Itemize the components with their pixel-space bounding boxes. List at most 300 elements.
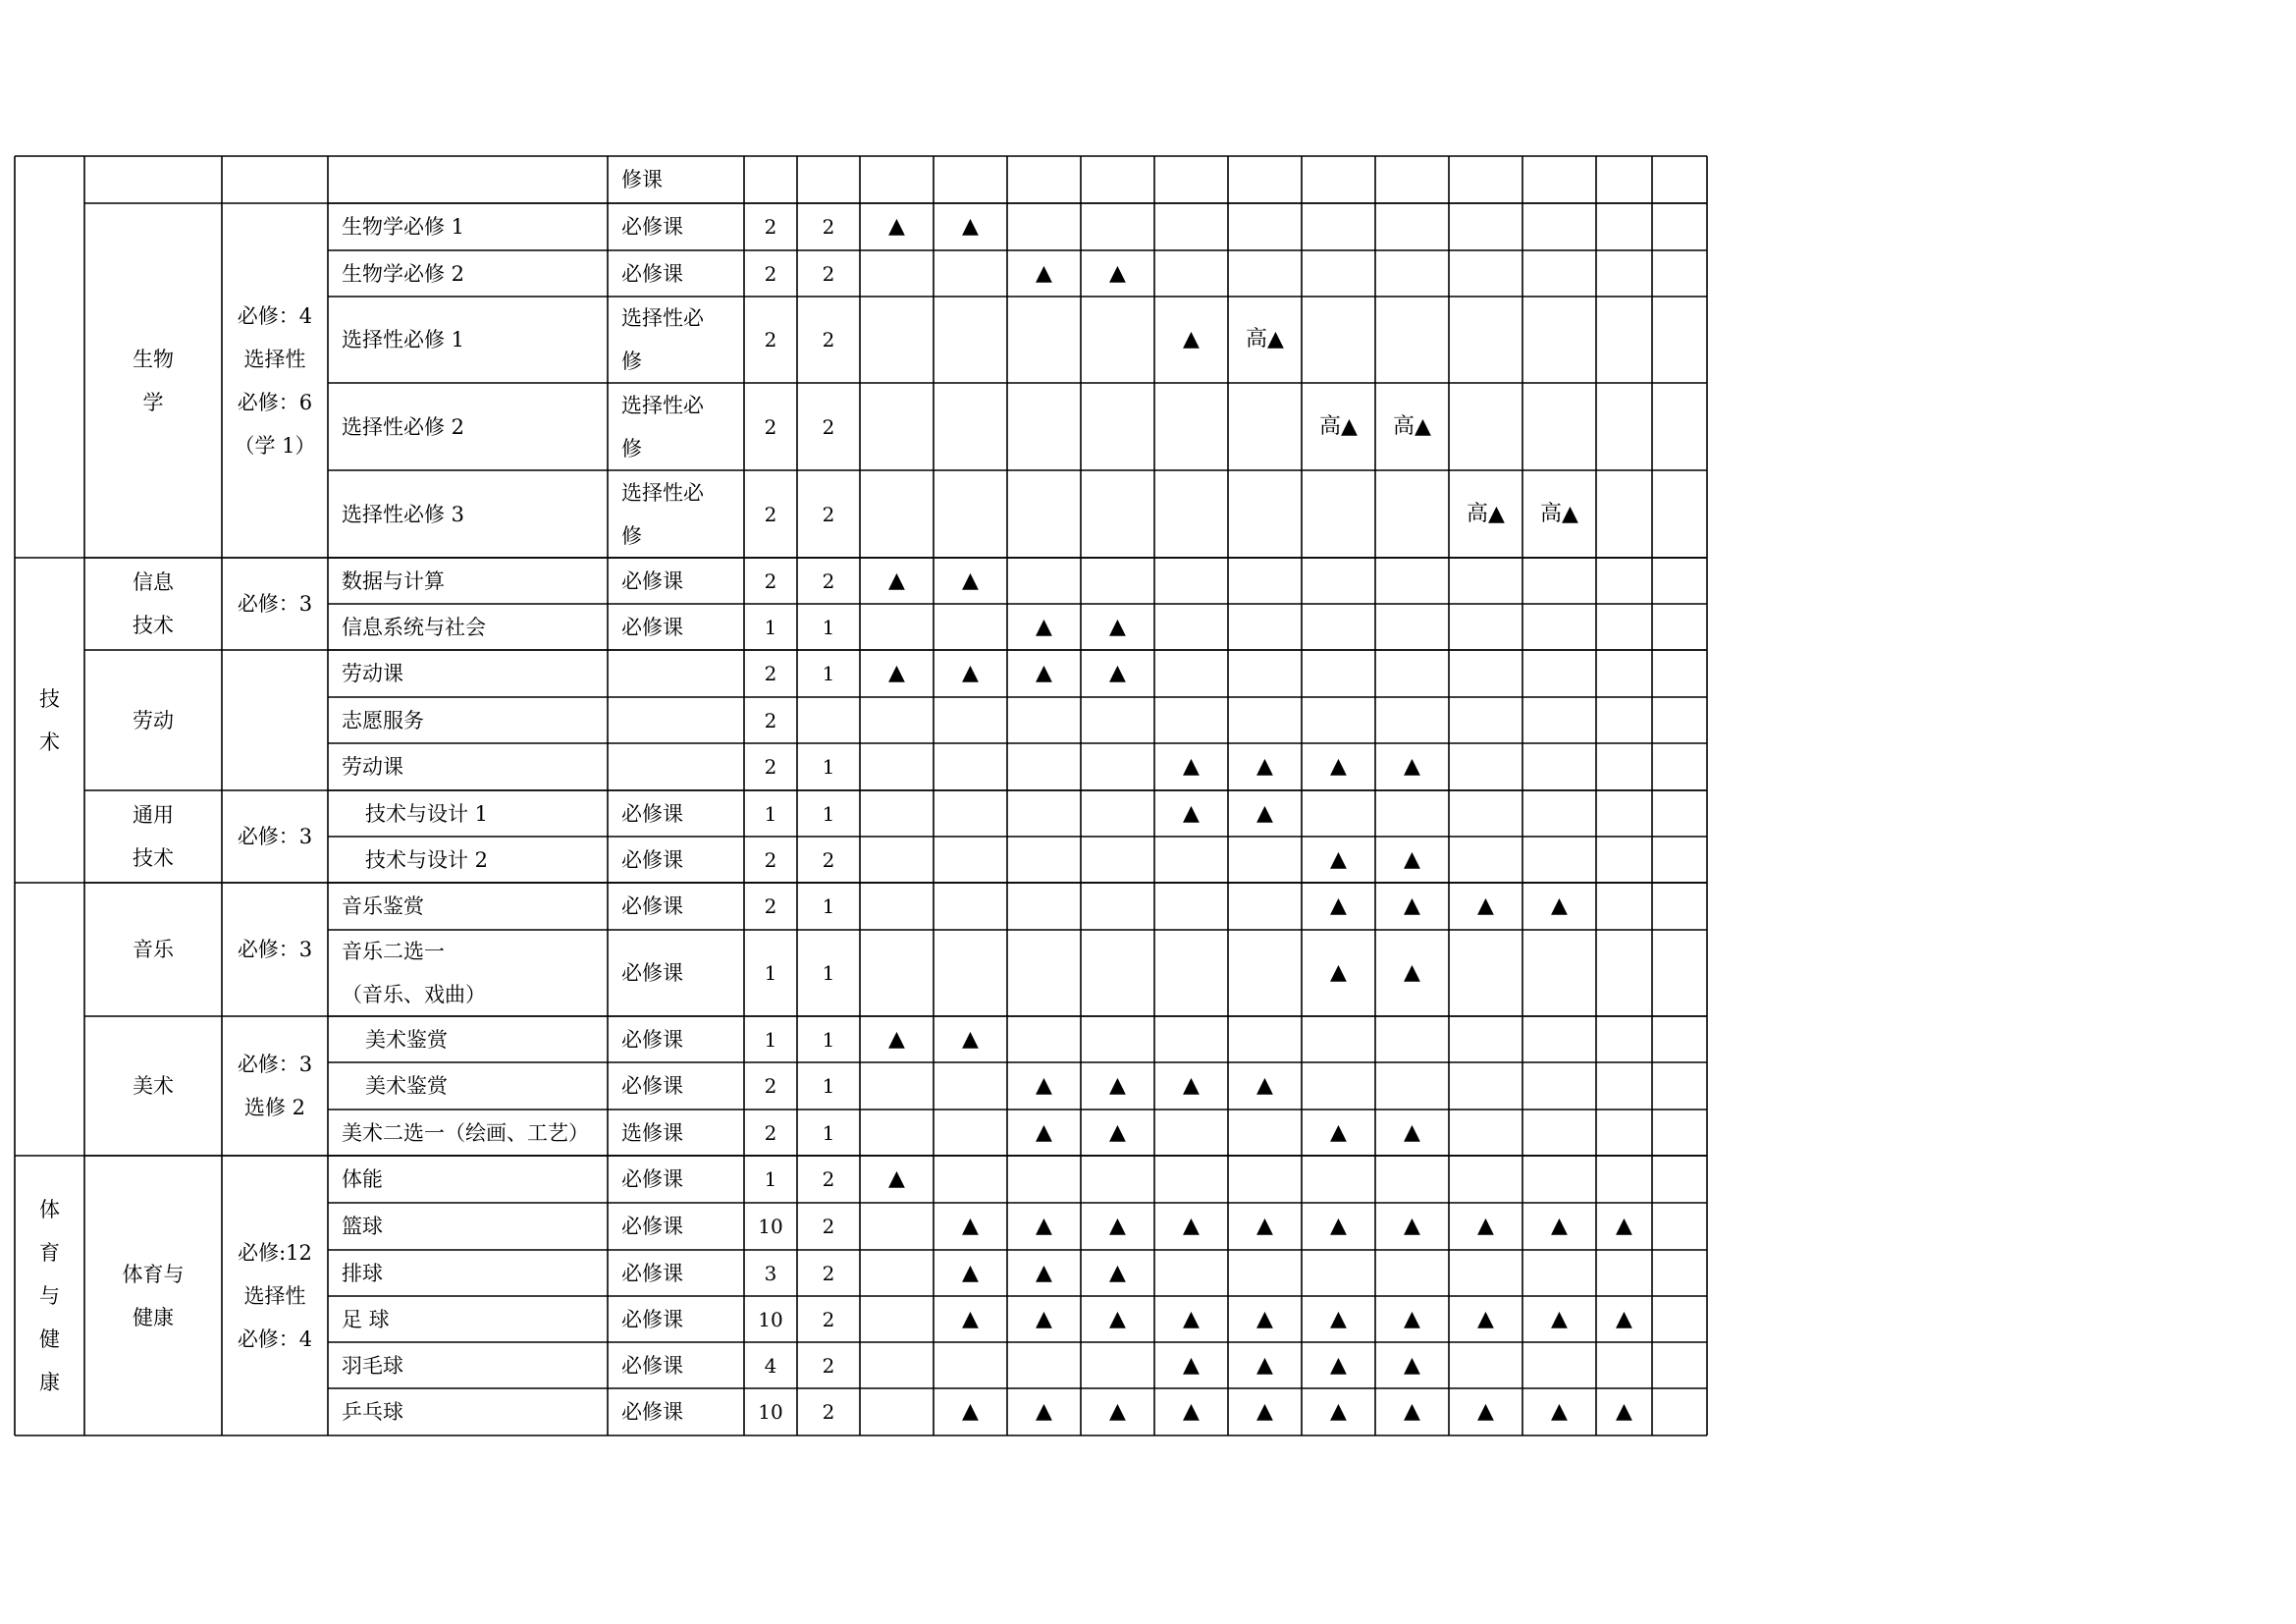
- credit-requirement: [222, 650, 328, 790]
- term-marker: [1228, 930, 1302, 1016]
- credit-requirement: 必修：3: [237, 938, 313, 961]
- term-marker: ▲: [962, 1306, 979, 1331]
- term-marker: [1007, 883, 1081, 930]
- term-marker: [1375, 1156, 1449, 1203]
- course-name: 篮球: [342, 1215, 383, 1238]
- term-marker: [1228, 604, 1302, 650]
- term-marker: ▲: [962, 1026, 979, 1052]
- course-credit: 2: [764, 414, 777, 439]
- term-marker: [1228, 558, 1302, 604]
- term-marker: ▲: [1330, 1399, 1347, 1424]
- subject-label: 生物 学: [133, 347, 174, 414]
- term-marker: ▲: [1477, 893, 1494, 918]
- term-marker: ▲: [1404, 1399, 1420, 1424]
- term-marker: [1154, 383, 1228, 470]
- term-marker: [860, 604, 934, 650]
- course-type: 必修课: [621, 847, 683, 872]
- course-hours: 1: [822, 662, 835, 685]
- term-marker: ▲: [1256, 1306, 1273, 1331]
- term-marker: [1652, 250, 1707, 297]
- group-label: 技 术: [39, 686, 60, 754]
- course-hours: 2: [822, 215, 835, 239]
- term-marker: [934, 156, 1007, 203]
- term-marker: [1449, 1156, 1522, 1203]
- term-marker: [1007, 1156, 1081, 1203]
- course-hours: 2: [822, 502, 835, 526]
- term-marker: ▲: [1109, 260, 1126, 286]
- term-marker: [1081, 930, 1154, 1016]
- term-marker: [1302, 250, 1375, 297]
- term-marker: 高▲: [1540, 501, 1578, 526]
- course-credit: 3: [764, 1261, 777, 1285]
- course-hours: [797, 697, 860, 743]
- course-name: 生物学必修 1: [342, 215, 465, 239]
- term-marker: [1081, 383, 1154, 470]
- term-marker: [1154, 1156, 1228, 1203]
- course-type: [608, 697, 744, 743]
- term-marker: [1081, 203, 1154, 250]
- term-marker: [1449, 558, 1522, 604]
- credit-requirement: 必修：3 选修 2: [237, 1053, 313, 1119]
- term-marker: [1652, 383, 1707, 470]
- term-marker: [860, 1388, 934, 1435]
- term-marker: [1596, 1110, 1652, 1156]
- term-marker: [860, 470, 934, 558]
- term-marker: [1007, 156, 1081, 203]
- course-type: 必修课: [621, 1353, 683, 1378]
- term-marker: ▲: [1477, 1214, 1494, 1238]
- course-name: 数据与计算: [342, 568, 445, 593]
- subject-label: 美术: [133, 1074, 174, 1098]
- course-credit: 2: [764, 328, 777, 352]
- term-marker: [1302, 1016, 1375, 1062]
- term-marker: [860, 297, 934, 383]
- course-name: 美术鉴赏: [365, 1027, 448, 1052]
- term-marker: [1449, 203, 1522, 250]
- term-marker: ▲: [1183, 1073, 1200, 1098]
- term-marker: ▲: [1616, 1399, 1632, 1424]
- term-marker: [1596, 1156, 1652, 1203]
- term-marker: [1228, 1250, 1302, 1296]
- term-marker: [1449, 604, 1522, 650]
- course-name: 音乐二选一 （音乐、戏曲）: [342, 940, 486, 1006]
- course-type: 必修课: [621, 1400, 683, 1424]
- term-marker: [934, 1342, 1007, 1388]
- term-marker: [1522, 837, 1596, 883]
- group-label: [15, 883, 84, 1156]
- term-marker: [934, 837, 1007, 883]
- course-type: 必修课: [621, 1167, 683, 1191]
- term-marker: [1522, 1016, 1596, 1062]
- term-marker: ▲: [1404, 960, 1420, 985]
- course-credit: 2: [764, 215, 777, 239]
- term-marker: [1522, 604, 1596, 650]
- term-marker: [934, 1156, 1007, 1203]
- term-marker: [1652, 837, 1707, 883]
- term-marker: ▲: [888, 1166, 905, 1191]
- term-marker: ▲: [1183, 327, 1200, 352]
- term-marker: ▲: [1109, 1260, 1126, 1285]
- course-type: 修课: [621, 168, 663, 191]
- course-name: 劳动课: [342, 755, 403, 779]
- term-marker: [1228, 156, 1302, 203]
- credit-requirement: 必修:12 选择性 必修：4: [237, 1240, 313, 1351]
- term-marker: [1522, 250, 1596, 297]
- course-name: 选择性必修 2: [342, 414, 465, 439]
- term-marker: ▲: [1036, 260, 1052, 286]
- term-marker: [1522, 383, 1596, 470]
- term-marker: [1596, 883, 1652, 930]
- course-name: 足 球: [342, 1307, 390, 1331]
- course-credit: 2: [764, 847, 777, 872]
- term-marker: [1596, 1342, 1652, 1388]
- term-marker: [1522, 743, 1596, 790]
- term-marker: [860, 790, 934, 837]
- course-credit: 2: [764, 662, 777, 685]
- term-marker: [1154, 250, 1228, 297]
- term-marker: [1596, 697, 1652, 743]
- term-marker: [1228, 383, 1302, 470]
- term-marker: [1375, 297, 1449, 383]
- term-marker: [1596, 1250, 1652, 1296]
- term-marker: [1596, 743, 1652, 790]
- term-marker: [1596, 250, 1652, 297]
- term-marker: [1302, 558, 1375, 604]
- term-marker: [1652, 297, 1707, 383]
- course-credit: 2: [764, 261, 777, 286]
- term-marker: ▲: [1616, 1214, 1632, 1238]
- course-type: 选修课: [621, 1120, 683, 1145]
- term-marker: ▲: [1036, 614, 1052, 639]
- term-marker: [1652, 650, 1707, 697]
- term-marker: [1522, 1156, 1596, 1203]
- course-name: 志愿服务: [342, 708, 424, 732]
- term-marker: [1081, 558, 1154, 604]
- term-marker: ▲: [1109, 1306, 1126, 1331]
- term-marker: [1007, 790, 1081, 837]
- term-marker: [1375, 650, 1449, 697]
- term-marker: [1154, 930, 1228, 1016]
- course-type: [608, 743, 744, 790]
- term-marker: [1449, 930, 1522, 1016]
- course-type: 选择性必 修: [621, 480, 704, 548]
- term-marker: ▲: [962, 661, 979, 685]
- term-marker: [1375, 250, 1449, 297]
- term-marker: [1154, 604, 1228, 650]
- term-marker: [860, 383, 934, 470]
- subject-label: [84, 156, 222, 203]
- course-type: 必修课: [621, 1261, 683, 1285]
- term-marker: [1375, 1250, 1449, 1296]
- term-marker: [1522, 650, 1596, 697]
- course-hours: 2: [822, 1307, 835, 1331]
- term-marker: [860, 1342, 934, 1388]
- term-marker: [934, 790, 1007, 837]
- term-marker: ▲: [1183, 1306, 1200, 1331]
- course-hours: 2: [822, 414, 835, 439]
- term-marker: [1652, 697, 1707, 743]
- term-marker: [1522, 1062, 1596, 1110]
- term-marker: [1449, 156, 1522, 203]
- term-marker: [1081, 1156, 1154, 1203]
- course-type: 必修课: [621, 261, 683, 286]
- course-name: 美术鉴赏: [365, 1074, 448, 1098]
- course-name: 劳动课: [342, 662, 403, 685]
- course-type: 必修课: [621, 894, 683, 918]
- term-marker: [1522, 1110, 1596, 1156]
- term-marker: [1652, 743, 1707, 790]
- term-marker: [1449, 1016, 1522, 1062]
- course-hours: 1: [822, 894, 835, 918]
- term-marker: [1449, 697, 1522, 743]
- term-marker: ▲: [1256, 1399, 1273, 1424]
- term-marker: ▲: [1616, 1306, 1632, 1331]
- term-marker: ▲: [1330, 960, 1347, 985]
- term-marker: [1522, 930, 1596, 1016]
- course-hours: 1: [822, 615, 835, 639]
- term-marker: [1375, 558, 1449, 604]
- term-marker: [1522, 697, 1596, 743]
- course-hours: 1: [822, 1074, 835, 1098]
- term-marker: [1652, 1062, 1707, 1110]
- course-name: 生物学必修 2: [342, 261, 465, 286]
- course-name: 信息系统与社会: [342, 615, 486, 639]
- term-marker: ▲: [1330, 754, 1347, 779]
- course-credit: 2: [764, 894, 777, 918]
- term-marker: [1375, 1016, 1449, 1062]
- term-marker: ▲: [1036, 661, 1052, 685]
- term-marker: [1449, 297, 1522, 383]
- term-marker: [1596, 470, 1652, 558]
- course-type: 必修课: [621, 1215, 683, 1238]
- term-marker: [1154, 650, 1228, 697]
- term-marker: [860, 156, 934, 203]
- course-type: 选择性必 修: [621, 306, 704, 373]
- course-credit: 1: [764, 1167, 777, 1191]
- course-type: [608, 650, 744, 697]
- course-hours: 1: [822, 961, 835, 985]
- term-marker: [860, 1250, 934, 1296]
- term-marker: [1081, 1342, 1154, 1388]
- term-marker: ▲: [1404, 1306, 1420, 1331]
- term-marker: [1154, 697, 1228, 743]
- term-marker: ▲: [1330, 1306, 1347, 1331]
- term-marker: ▲: [1256, 800, 1273, 826]
- term-marker: [1596, 837, 1652, 883]
- course-credit: 2: [764, 1074, 777, 1098]
- course-name: 选择性必修 1: [342, 328, 465, 352]
- term-marker: [1652, 1250, 1707, 1296]
- term-marker: [1375, 156, 1449, 203]
- term-marker: ▲: [1404, 1352, 1420, 1378]
- term-marker: ▲: [1551, 893, 1568, 918]
- term-marker: [1522, 203, 1596, 250]
- term-marker: ▲: [888, 661, 905, 685]
- term-marker: ▲: [1256, 1352, 1273, 1378]
- course-credit: 2: [764, 502, 777, 526]
- course-hours: 1: [822, 1027, 835, 1052]
- term-marker: [1652, 203, 1707, 250]
- term-marker: ▲: [1551, 1306, 1568, 1331]
- course-name: [328, 156, 608, 203]
- term-marker: ▲: [1404, 1119, 1420, 1145]
- term-marker: [934, 930, 1007, 1016]
- term-marker: [1302, 697, 1375, 743]
- term-marker: [1596, 604, 1652, 650]
- term-marker: ▲: [1256, 1214, 1273, 1238]
- course-hours: 2: [822, 1400, 835, 1424]
- term-marker: [1522, 156, 1596, 203]
- term-marker: ▲: [1109, 1399, 1126, 1424]
- term-marker: [1302, 650, 1375, 697]
- term-marker: [860, 883, 934, 930]
- term-marker: [1154, 1016, 1228, 1062]
- course-credit: 10: [758, 1215, 783, 1238]
- course-credit: 1: [764, 615, 777, 639]
- term-marker: ▲: [962, 1399, 979, 1424]
- term-marker: [1007, 297, 1081, 383]
- course-credit: 1: [764, 1027, 777, 1052]
- term-marker: [860, 743, 934, 790]
- course-hours: 1: [822, 1120, 835, 1145]
- term-marker: ▲: [1183, 1352, 1200, 1378]
- course-plan-table: [15, 156, 1707, 1435]
- course-credit: 2: [764, 1120, 777, 1145]
- term-marker: [1154, 558, 1228, 604]
- course-name: 乒乓球: [342, 1400, 403, 1424]
- term-marker: [1596, 930, 1652, 1016]
- term-marker: [1652, 1388, 1707, 1435]
- term-marker: ▲: [1551, 1399, 1568, 1424]
- term-marker: ▲: [1551, 1214, 1568, 1238]
- course-hours: 2: [822, 1215, 835, 1238]
- subject-label: 音乐: [133, 938, 174, 961]
- term-marker: [1007, 1016, 1081, 1062]
- term-marker: [1375, 1062, 1449, 1110]
- term-marker: [1596, 383, 1652, 470]
- term-marker: [934, 604, 1007, 650]
- term-marker: [1081, 156, 1154, 203]
- term-marker: 高▲: [1319, 413, 1358, 439]
- course-hours: 2: [822, 1353, 835, 1378]
- term-marker: [1154, 1250, 1228, 1296]
- term-marker: ▲: [1109, 1119, 1126, 1145]
- course-hours: 2: [822, 261, 835, 286]
- course-type: 选择性必 修: [621, 393, 704, 460]
- subject-label: 体育与 健康: [122, 1262, 185, 1329]
- subject-label: 劳动: [133, 708, 174, 732]
- term-marker: ▲: [1330, 1119, 1347, 1145]
- term-marker: [1007, 1342, 1081, 1388]
- term-marker: ▲: [1183, 1399, 1200, 1424]
- term-marker: [934, 1062, 1007, 1110]
- term-marker: [1596, 650, 1652, 697]
- term-marker: ▲: [1404, 846, 1420, 872]
- term-marker: [1154, 203, 1228, 250]
- term-marker: [934, 743, 1007, 790]
- course-type: 必修课: [621, 1074, 683, 1098]
- term-marker: [1154, 156, 1228, 203]
- term-marker: [934, 383, 1007, 470]
- course-hours: 2: [822, 328, 835, 352]
- course-credit: 2: [764, 568, 777, 593]
- subject-label: 信息 技术: [133, 570, 174, 637]
- term-marker: [1522, 1250, 1596, 1296]
- term-marker: ▲: [1183, 754, 1200, 779]
- term-marker: [1228, 697, 1302, 743]
- term-marker: [934, 297, 1007, 383]
- term-marker: ▲: [1477, 1399, 1494, 1424]
- term-marker: [1302, 1250, 1375, 1296]
- term-marker: [860, 1296, 934, 1342]
- course-credit: 1: [764, 961, 777, 985]
- term-marker: [1228, 1110, 1302, 1156]
- term-marker: [1449, 1110, 1522, 1156]
- term-marker: [1652, 1203, 1707, 1250]
- term-marker: [1302, 470, 1375, 558]
- term-marker: ▲: [1256, 1073, 1273, 1098]
- term-marker: ▲: [1404, 893, 1420, 918]
- course-type: 必修课: [621, 961, 683, 985]
- term-marker: [1449, 1062, 1522, 1110]
- group-label: [15, 156, 84, 558]
- course-credit: 4: [764, 1353, 777, 1378]
- term-marker: [1081, 470, 1154, 558]
- term-marker: [1081, 1016, 1154, 1062]
- term-marker: [1007, 558, 1081, 604]
- term-marker: [1228, 837, 1302, 883]
- term-marker: [1652, 558, 1707, 604]
- term-marker: [1652, 156, 1707, 203]
- term-marker: [1007, 203, 1081, 250]
- credit-requirement: [222, 156, 328, 203]
- term-marker: [934, 883, 1007, 930]
- course-name: 羽毛球: [342, 1353, 403, 1378]
- course-type: 必修课: [621, 801, 683, 826]
- credit-requirement: 必修：3: [237, 592, 313, 616]
- course-type: 必修课: [621, 1027, 683, 1052]
- term-marker: [1081, 743, 1154, 790]
- course-name: 技术与设计 2: [365, 847, 489, 872]
- term-marker: [1228, 650, 1302, 697]
- term-marker: [860, 697, 934, 743]
- term-marker: [1154, 1110, 1228, 1156]
- term-marker: [1154, 883, 1228, 930]
- term-marker: [1596, 790, 1652, 837]
- term-marker: [1302, 1062, 1375, 1110]
- term-marker: [1302, 790, 1375, 837]
- course-name: 美术二选一（绘画、工艺）: [342, 1120, 589, 1145]
- term-marker: ▲: [1036, 1399, 1052, 1424]
- term-marker: ▲: [1404, 1214, 1420, 1238]
- term-marker: ▲: [962, 1214, 979, 1238]
- term-marker: [1302, 297, 1375, 383]
- term-marker: 高▲: [1393, 413, 1431, 439]
- course-type: 必修课: [621, 215, 683, 239]
- term-marker: [1596, 297, 1652, 383]
- term-marker: [1154, 470, 1228, 558]
- course-credit: 1: [764, 801, 777, 826]
- term-marker: [1228, 470, 1302, 558]
- term-marker: [860, 837, 934, 883]
- term-marker: [1007, 470, 1081, 558]
- term-marker: ▲: [962, 1260, 979, 1285]
- term-marker: ▲: [1109, 1214, 1126, 1238]
- term-marker: ▲: [1109, 614, 1126, 639]
- term-marker: [1596, 1016, 1652, 1062]
- term-marker: [1302, 1156, 1375, 1203]
- term-marker: ▲: [888, 1026, 905, 1052]
